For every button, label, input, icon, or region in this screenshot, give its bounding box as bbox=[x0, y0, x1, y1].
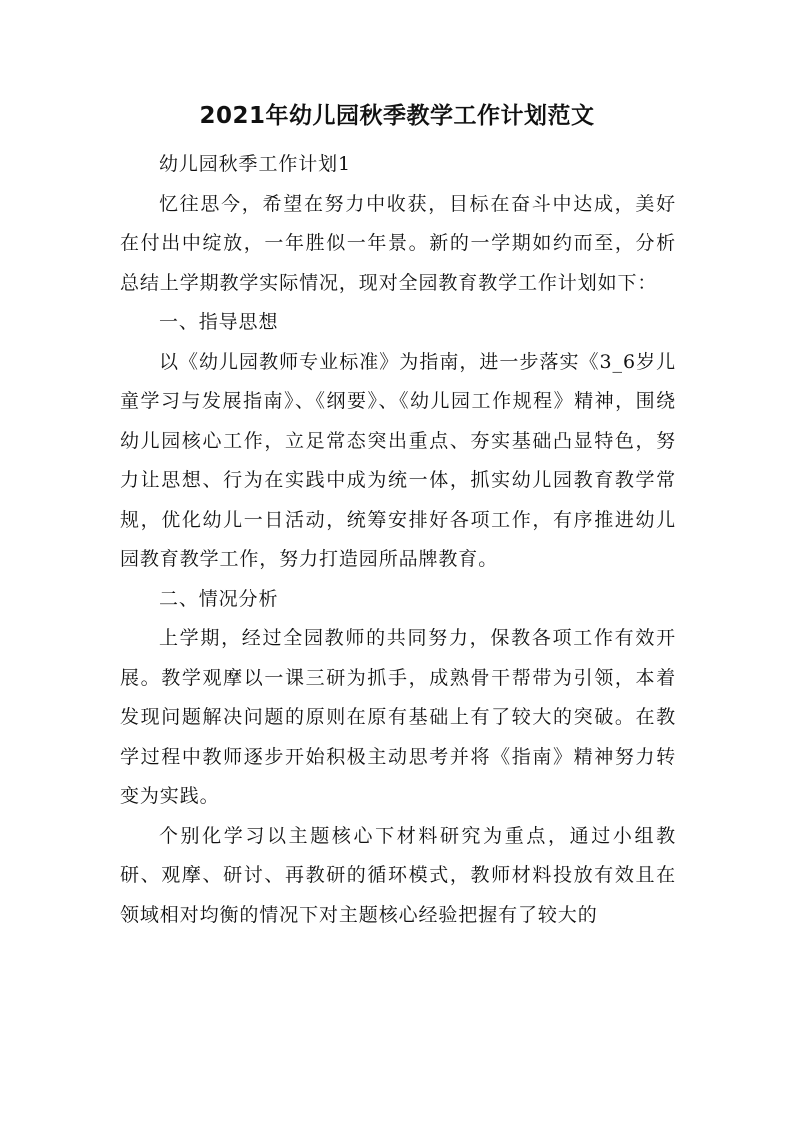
paragraph-guiding-ideology: 以《幼儿园教师专业标准》为指南，进一步落实《3_6岁儿童学习与发展指南》、《纲要》、《幼儿园工作规程》精神，围绕幼儿园核心工作，立足常态突出重点、夯实基础凸显特色，努力让思想、行为在实践中成为统一体，抓实幼儿园教育教学常规，优化幼儿一日活动，统筹安排好各项工作，有序推进幼儿园教育教学工作，努力打造园所品牌教育。 bbox=[120, 350, 676, 570]
document-title: 2021年幼儿园秋季教学工作计划范文 bbox=[199, 103, 595, 129]
document-body bbox=[120, 145, 676, 935]
section-heading-situation-analysis: 二、情况分析 bbox=[158, 587, 279, 610]
paragraph-individual-learning: 个别化学习以主题核心下材料研究为重点，通过小组教研、观摩、研讨、再教研的循环模式，教师材料投放有效且在领域相对均衡的情况下对主题核心经验把握有了较大的 bbox=[120, 824, 676, 926]
paragraph-intro: 忆往思今，希望在努力中收获，目标在奋斗中达成，美好在付出中绽放，一年胜似一年景。新的一学期如约而至，分析总结上学期教学实际情况，现对全园教育教学工作计划如下： bbox=[120, 192, 676, 294]
section-heading-plan: 幼儿园秋季工作计划1 bbox=[158, 153, 352, 175]
paragraph-situation-analysis: 上学期，经过全园教师的共同努力，保教各项工作有效开展。教学观摩以一课三研为抓手，成熟骨干帮带为引领，本着发现问题解决问题的原则在原有基础上有了较大的突破。在教学过程中教师逐步开始积极主动思考并将《指南》精神努力转变为实践。 bbox=[120, 627, 676, 807]
section-heading-guiding-ideology: 一、指导思想 bbox=[158, 311, 279, 333]
